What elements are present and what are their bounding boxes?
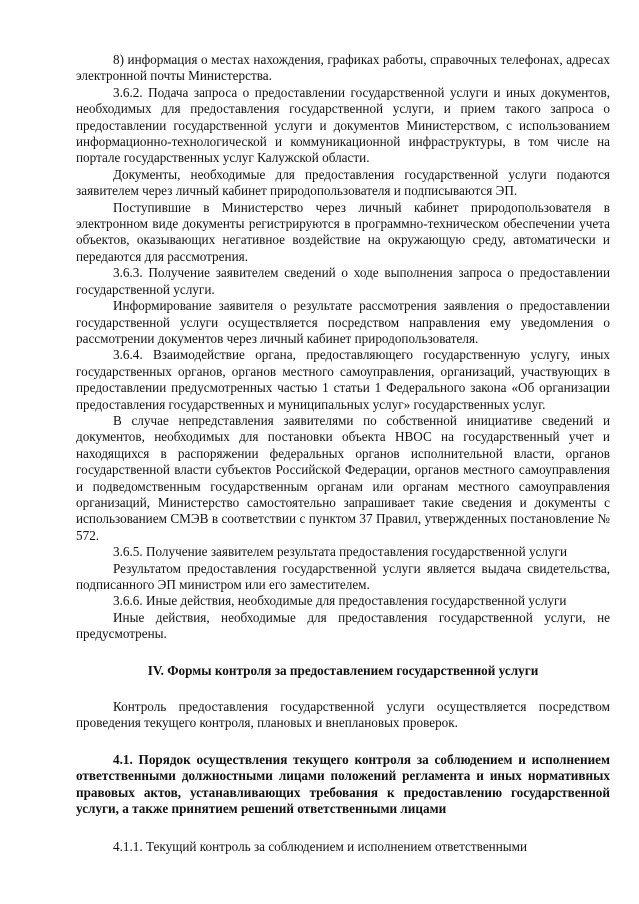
paragraph-3-6-4: 3.6.4. Взаимодействие органа, предоставляющего государственную услугу, иных государственных органов, органов местного самоуправления, организаций, участвующих в предоставлении предусмотренных частью 1 статьи 1 Федерального закона «Об организации предоставления государственных и муниципальных услуг» государственных услуг. [76, 347, 610, 412]
spacer [76, 643, 610, 663]
paragraph-result: Результатом предоставления государственной услуги является выдача свидетельства, подписанного ЭП министром или его заместителем. [76, 560, 610, 592]
paragraph-4-1-1: 4.1.1. Текущий контроль за соблюдением и исполнением ответственными [113, 839, 528, 855]
section-heading: IV. Формы контроля за предоставлением государственной услуги [147, 662, 539, 678]
paragraph-3-6-3: 3.6.3. Получение заявителем сведений о ходе выполнения запроса о предоставлении государственной услуги. [76, 265, 610, 297]
paragraph-other-actions: Иные действия, необходимые для предоставления государственной услуги, не предусмотрены. [76, 609, 610, 642]
spacer [76, 732, 610, 752]
paragraph-non-submission: В случае непредставления заявителями по собственной инициативе сведений и документов, необходимых для постановки объекта НВОС на государственный учет и находящихся в распоряжении федеральных органов исполнительной власти, органов государственной власти субъектов Российской Федерации, органов местного самоуправления и подведомственным государственным органам или органам местного самоуправления организаций, Министерство самостоятельно запрашивает такие сведения и документы с использованием СМЭВ в соответствии с пунктом 37 Правил, утвержденных постановление № 572. [76, 412, 610, 543]
paragraph-documents-submission: Документы, необходимые для предоставления государственной услуги подаются заявителем через личный кабинет природопользователя и подписываются ЭП. [76, 166, 610, 199]
paragraph-informing: Информирование заявителя о результате рассмотрения заявления о предоставлении государственной услуги осуществляется посредством направления ему уведомления о рассмотрении документов через личный кабинет природопользователя. [76, 298, 610, 346]
paragraph-3-6-6: 3.6.6. Иные действия, необходимые для предоставления государственной услуги [113, 593, 567, 609]
spacer [76, 817, 610, 839]
paragraph-3-6-2: 3.6.2. Подача запроса о предоставлении государственной услуги и иных документов, необходимых для предоставления государственной услуги, и прием такого запроса о предоставлении государственной услуги и документов Министерством, с использованием информационно-технологической и коммуникационной инфраструктуры, в том числе на портале государственных услуг Калужской области. [76, 84, 610, 166]
paragraph-3-6-5: 3.6.5. Получение заявителем результата предоставления государственной услуги [113, 544, 568, 560]
spacer [76, 679, 610, 699]
paragraph-registration: Поступившие в Министерство через личный кабинет природопользователя в электронном виде документы регистрируются в программно-техническом обеспечении учета объектов, оказывающих негативное воздействие на окружающую среду, автоматически и передаются для рассмотрения. [76, 199, 610, 264]
subsection-heading: 4.1. Порядок осуществления текущего контроля за соблюдением и исполнением ответственными должностными лицами положений регламента и иных нормативных правовых актов, устанавливающих требования к предоставлению государственной услуги, а также принятием решений ответственными лицами [76, 751, 610, 817]
paragraph-contacts: 8) информация о местах нахождения, графиках работы, справочных телефонах, адресах электронной почты Министерства. [76, 52, 610, 84]
document-page [76, 52, 610, 856]
section-intro: Контроль предоставления государственной услуги осуществляется посредством проведения текущего контроля, плановых и внеплановых проверок. [76, 699, 610, 731]
